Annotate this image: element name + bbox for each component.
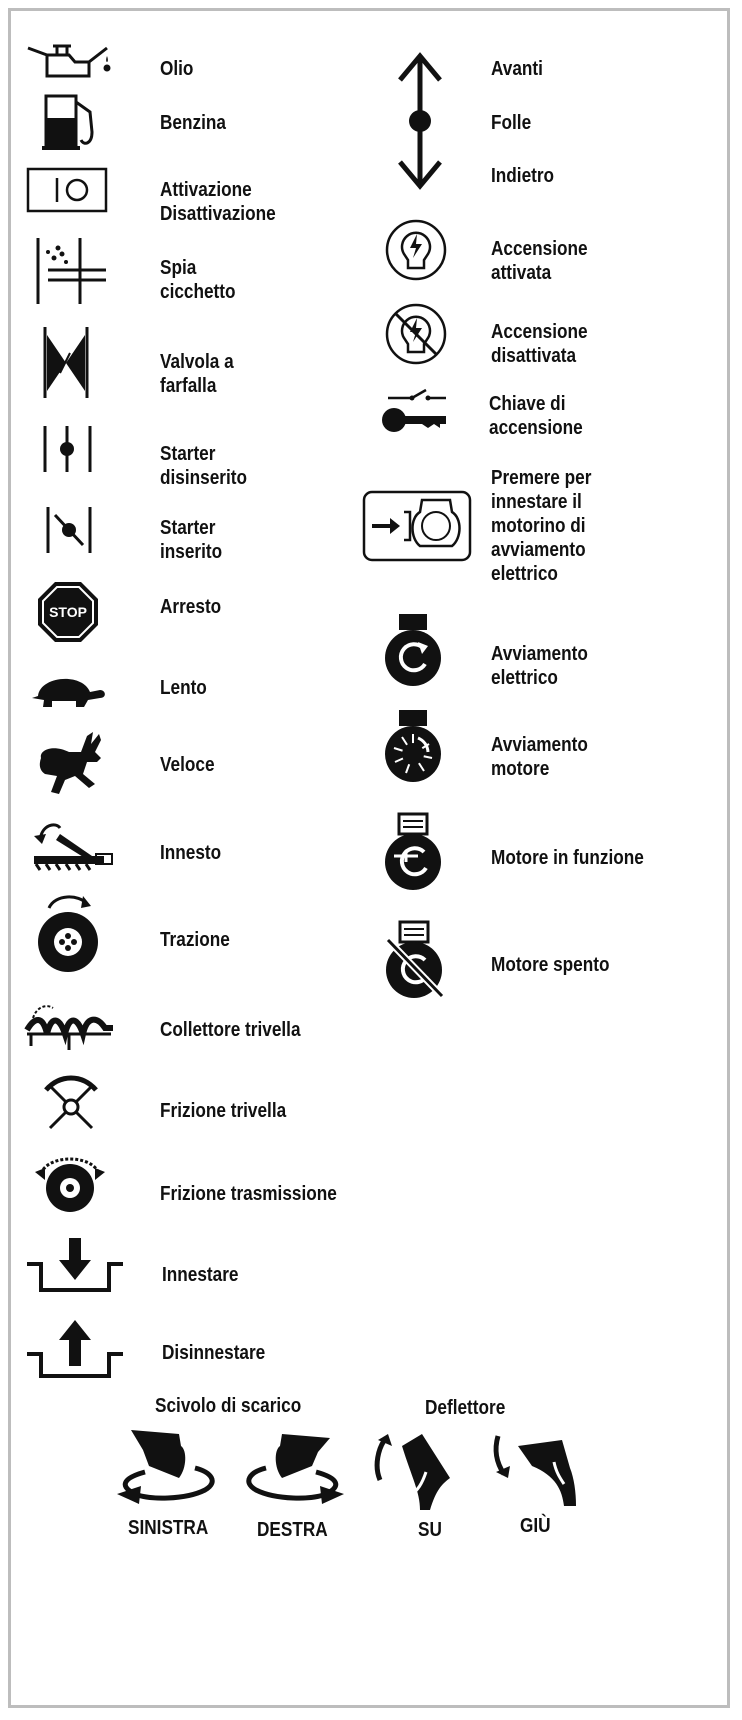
push-starter-icon bbox=[362, 490, 472, 562]
ignition-on-icon bbox=[384, 218, 448, 282]
ignition-key-icon bbox=[380, 386, 450, 436]
label-ignition-key: Chiave di accensione bbox=[489, 393, 583, 439]
rabbit-icon bbox=[35, 728, 107, 796]
fuel-pump-icon bbox=[40, 92, 102, 152]
deflector-up-label: SU bbox=[418, 1519, 442, 1541]
label-slow: Lento bbox=[160, 677, 207, 699]
deflector-up-icon bbox=[370, 1432, 454, 1512]
label-forward: Avanti bbox=[491, 58, 543, 80]
primer-icon bbox=[30, 236, 110, 306]
label-engine-off: Motore spento bbox=[491, 954, 610, 976]
label-engage: Innesto bbox=[160, 842, 222, 864]
on-off-switch-icon bbox=[25, 166, 109, 214]
label-engage-down: Innestare bbox=[162, 1264, 239, 1286]
engine-start-icon bbox=[382, 708, 444, 784]
svg-text:STOP: STOP bbox=[49, 604, 87, 620]
label-auger-clutch: Frizione trivella bbox=[160, 1100, 287, 1122]
disengage-up-arrow-icon bbox=[25, 1316, 125, 1378]
label-primer: Spia cicchetto bbox=[160, 257, 236, 303]
auger-clutch-icon bbox=[42, 1072, 100, 1130]
drive-clutch-icon bbox=[35, 1150, 105, 1214]
label-fuel: Benzina bbox=[160, 112, 226, 134]
electric-start-icon bbox=[382, 612, 444, 688]
engage-down-arrow-icon bbox=[25, 1236, 125, 1294]
engine-off-icon bbox=[382, 918, 446, 1000]
deflector-title: Deflettore bbox=[425, 1397, 506, 1419]
throttle-valve-icon bbox=[42, 325, 90, 400]
label-ignition-on: Accensione attivata bbox=[491, 238, 588, 284]
label-throttle: Valvola a farfalla bbox=[160, 351, 234, 397]
deflector-down-icon bbox=[492, 1432, 582, 1508]
label-drive-clutch: Frizione trasmissione bbox=[160, 1183, 337, 1205]
label-traction: Trazione bbox=[160, 929, 230, 951]
label-choke-on: Starter inserito bbox=[160, 517, 223, 563]
deflector-down-label: GIÙ bbox=[520, 1515, 551, 1537]
label-oil: Olio bbox=[160, 58, 194, 80]
label-stop: Arresto bbox=[160, 596, 222, 618]
label-engine-running: Motore in funzione bbox=[491, 847, 644, 869]
label-ignition-off: Accensione disattivata bbox=[491, 321, 588, 367]
engine-running-icon bbox=[382, 810, 444, 892]
turtle-icon bbox=[30, 670, 108, 708]
chute-right-label: DESTRA bbox=[257, 1519, 328, 1541]
label-neutral: Folle bbox=[491, 112, 532, 134]
engage-lever-icon bbox=[30, 818, 115, 873]
oil-can-icon bbox=[25, 40, 115, 85]
chute-title: Scivolo di scarico bbox=[155, 1395, 302, 1417]
label-electric-start: Avviamento elettrico bbox=[491, 643, 588, 689]
label-disengage-up: Disinnestare bbox=[162, 1342, 266, 1364]
chute-left-icon bbox=[115, 1428, 225, 1508]
traction-wheel-icon bbox=[35, 890, 101, 974]
label-push-starter: Premere per innestare il motorino di avviamento elettrico bbox=[491, 467, 592, 585]
auger-housing-icon bbox=[25, 1000, 115, 1052]
forward-neutral-reverse-icon bbox=[396, 50, 444, 192]
ignition-off-icon bbox=[384, 302, 448, 366]
chute-left-label: SINISTRA bbox=[128, 1517, 209, 1539]
label-fast: Veloce bbox=[160, 754, 215, 776]
label-auger-housing: Collettore trivella bbox=[160, 1019, 301, 1041]
choke-on-icon bbox=[45, 505, 93, 555]
label-choke-off: Starter disinserito bbox=[160, 443, 247, 489]
label-on-off: Attivazione Disattivazione bbox=[160, 179, 276, 225]
label-engine-start: Avviamento motore bbox=[491, 734, 588, 780]
stop-sign-icon bbox=[36, 580, 100, 644]
chute-right-icon bbox=[236, 1430, 346, 1510]
label-reverse: Indietro bbox=[491, 165, 555, 187]
choke-off-icon bbox=[40, 424, 95, 474]
